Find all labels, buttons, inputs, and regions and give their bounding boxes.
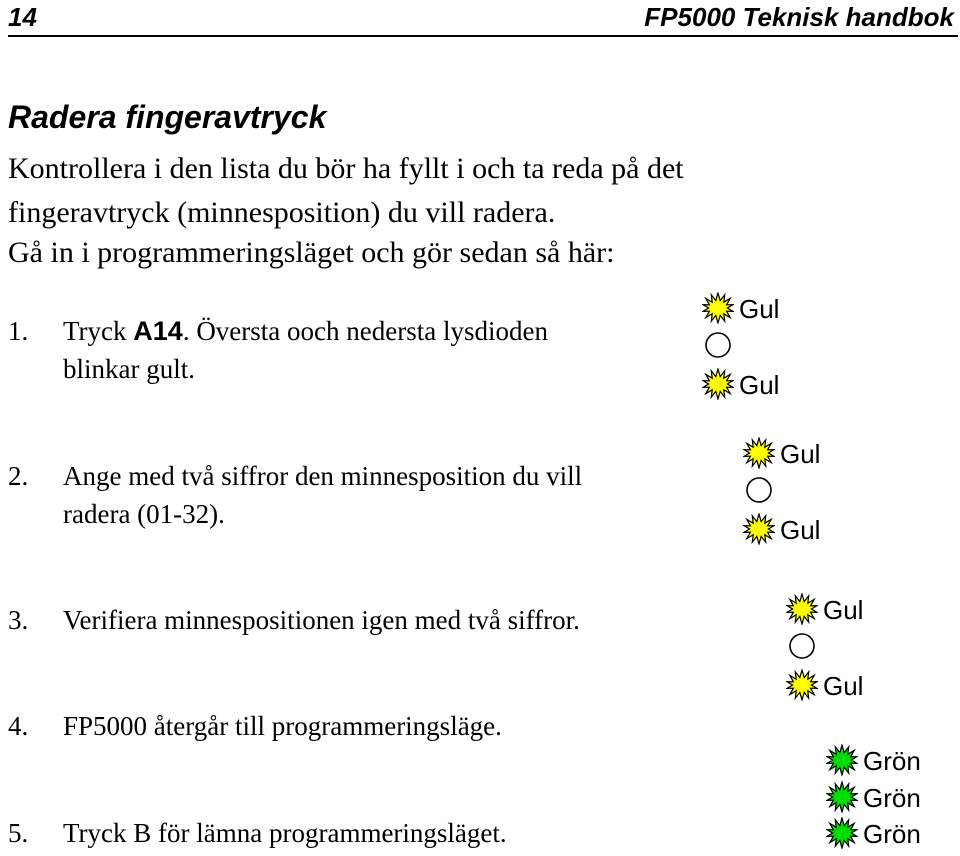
section-title: Radera fingeravtryck <box>8 99 327 135</box>
step-1-text-before: Tryck <box>63 316 134 346</box>
step-4-number: 4. <box>8 711 29 741</box>
step-5-text: Tryck B för lämna programmeringsläget. <box>63 818 507 848</box>
led-star-icon <box>743 513 775 545</box>
led-label: Gul <box>823 671 864 701</box>
led-star-icon <box>702 368 734 400</box>
led-label: Gul <box>823 595 864 625</box>
led-green-star-icon <box>826 744 858 776</box>
header-rule <box>8 35 958 37</box>
led-star-icon <box>786 669 818 701</box>
led-star-icon <box>702 292 734 324</box>
step-1-text-after: . Översta ooch nedersta lysdioden <box>182 316 548 346</box>
led-star-icon <box>743 437 775 469</box>
led-green-star-icon <box>826 781 858 813</box>
intro-line-3: Gå in i programmeringsläget och gör sedan så här: <box>8 236 615 269</box>
step-2-number: 2. <box>8 461 29 491</box>
book-title: FP5000 Teknisk handbok <box>644 2 954 32</box>
led-green-star-icon <box>826 817 858 849</box>
led-off-circle-icon <box>704 331 732 359</box>
step-3-text: Verifiera minnespositionen igen med två siffror. <box>63 605 580 635</box>
step-1-number: 1. <box>8 316 29 346</box>
page-number: 14 <box>8 2 37 32</box>
led-label: Grön <box>863 819 921 849</box>
intro-line-1: Kontrollera i den lista du bör ha fyllt i och ta reda på det <box>8 152 684 185</box>
key-a14: A14 <box>133 316 183 346</box>
led-off-circle-icon <box>788 632 816 660</box>
step-2-text-line-2: radera (01-32). <box>63 499 225 529</box>
intro-line-2: fingeravtryck (minnesposition) du vill radera. <box>8 196 556 229</box>
led-label: Gul <box>780 439 821 469</box>
step-2-text: Ange med två siffror den minnesposition du vill <box>63 461 583 491</box>
step-1-text-line-2: blinkar gult. <box>63 354 195 384</box>
led-label: Grön <box>863 746 921 776</box>
step-1-text <box>63 315 548 347</box>
led-star-icon <box>786 593 818 625</box>
led-label: Gul <box>780 515 821 545</box>
led-off-circle-icon <box>745 476 773 504</box>
step-5-number: 5. <box>8 818 29 848</box>
led-label: Grön <box>863 783 921 813</box>
led-label: Gul <box>739 294 780 324</box>
led-label: Gul <box>739 370 780 400</box>
step-4-text: FP5000 återgår till programmeringsläge. <box>63 711 502 741</box>
step-3-number: 3. <box>8 605 29 635</box>
